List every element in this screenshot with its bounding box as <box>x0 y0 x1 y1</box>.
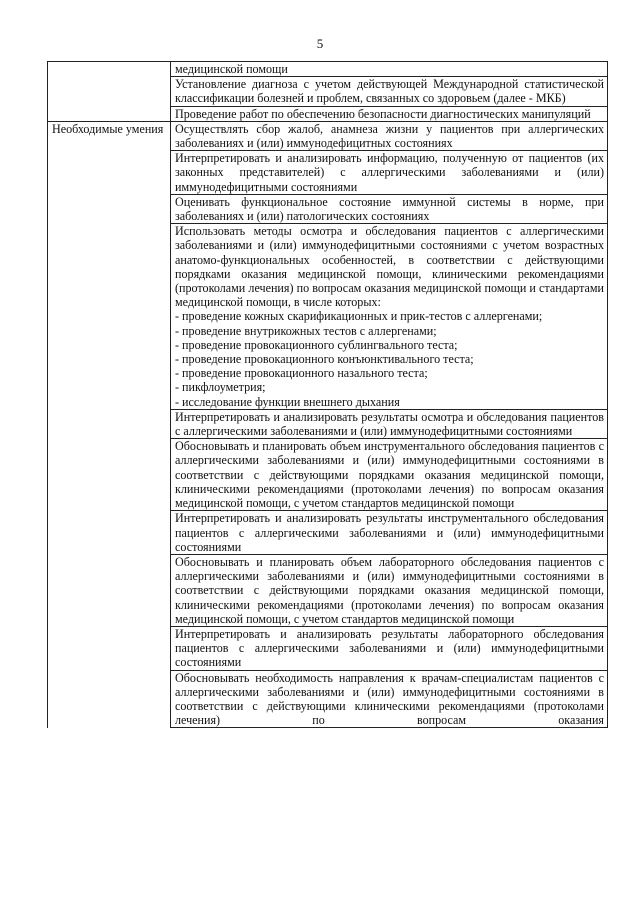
skill-3-item: - проведение провокационного сублингвального теста; <box>175 337 458 352</box>
empty-label-cell <box>48 62 171 77</box>
skill-0: Осуществлять сбор жалоб, анамнеза жизни у пациентов при аллергических заболеваниях и (или) иммунодефицитных состояниях <box>171 121 608 150</box>
table-row <box>48 77 608 106</box>
competency-table <box>47 61 608 728</box>
skill-3 <box>171 224 608 410</box>
page-number: 5 <box>316 36 324 51</box>
skill-3-item: - проведение внутрикожных тестов с аллергенами; <box>175 323 437 338</box>
empty-label-cell <box>48 194 171 223</box>
skill-7: Обосновывать и планировать объем лабораторного обследования пациентов с аллергическими заболеваниями и (или) иммунодефицитными состояниями в соответствии с действующими порядками оказания медицинской помощи, клиническими рекомендациями (протоколами лечения) по вопросам оказания медицинской помощи, с учетом стандартов медицинской помощи <box>171 554 608 626</box>
empty-label-cell <box>48 409 171 438</box>
empty-label-cell <box>48 106 171 121</box>
table-row <box>48 626 608 670</box>
skill-3-intro: Использовать методы осмотра и обследования пациентов с аллергическими заболеваниями и (или) иммунодефицитными состояниями с учетом возрастных анатомо-функциональных особенностей, в соответствии с действующими порядками оказания медицинской помощи, клиническими рекомендациями (протоколами лечения) по вопросам оказания медицинской помощи и стандартами медицинской помощи, в числе которых: <box>175 224 604 310</box>
empty-label-cell <box>48 224 171 410</box>
table-row <box>48 670 608 728</box>
skill-6: Интерпретировать и анализировать результаты инструментального обследования пациентов с аллергическими заболеваниями и (или) иммунодефицитными состояниями <box>171 511 608 555</box>
table-row <box>48 554 608 626</box>
empty-label-cell <box>48 626 171 670</box>
empty-label-cell <box>48 511 171 555</box>
empty-label-cell <box>48 554 171 626</box>
table-row <box>48 409 608 438</box>
skill-5: Обосновывать и планировать объем инструментального обследования пациентов с аллергическими заболеваниями и (или) иммунодефицитными состояниями в соответствии с действующими порядками оказания медицинской помощи, клиническими рекомендациями (протоколами лечения) по вопросам оказания медицинской помощи, с учетом стандартов медицинской помощи <box>171 439 608 511</box>
table-row <box>48 511 608 555</box>
table-row <box>48 106 608 121</box>
prev-row-1: Установление диагноза с учетом действующей Международной статистической классификации болезней и проблем, связанных со здоровьем (далее - МКБ) <box>171 77 608 106</box>
empty-label-cell <box>48 151 171 195</box>
table-row <box>48 194 608 223</box>
skill-3-item: - проведение провокационного назального теста; <box>175 366 428 381</box>
table-row <box>48 224 608 410</box>
skill-9: Обосновывать необходимость направления к врачам-специалистам пациентов с аллергическими заболеваниями и (или) иммунодефицитными состояниями в соответствии с действующими клиническими рекомендациями (протоколами лечения) по вопросам оказания <box>171 670 608 728</box>
skill-3-item: - исследование функции внешнего дыхания <box>175 394 400 409</box>
skill-3-item: - проведение провокационного конъюнктивального теста; <box>175 352 474 367</box>
table-row <box>48 439 608 511</box>
skill-2: Оценивать функциональное состояние иммунной системы в норме, при заболеваниях и (или) патологических состояниях <box>171 194 608 223</box>
skill-1: Интерпретировать и анализировать информацию, полученную от пациентов (их законных представителей) с аллергическими заболеваниями и (или) иммунодефицитными состояниями <box>171 151 608 195</box>
empty-label-cell <box>48 439 171 511</box>
skill-3-item: - проведение кожных скарификационных и прик-тестов с аллергенами; <box>175 309 543 324</box>
section-label: Необходимые умения <box>48 121 171 150</box>
table-row <box>48 151 608 195</box>
prev-row-0: медицинской помощи <box>171 62 608 77</box>
skill-3-item: - пикфлоуметрия; <box>175 380 266 395</box>
empty-label-cell <box>48 77 171 106</box>
skill-8: Интерпретировать и анализировать результаты лабораторного обследования пациентов с аллергическими заболеваниями и (или) иммунодефицитными состояниями <box>171 626 608 670</box>
prev-row-2: Проведение работ по обеспечению безопасности диагностических манипуляций <box>171 106 608 121</box>
table-row <box>48 62 608 77</box>
empty-label-cell <box>48 670 171 728</box>
table-row <box>48 121 608 150</box>
skill-4: Интерпретировать и анализировать результаты осмотра и обследования пациентов с аллергическими заболеваниями и (или) иммунодефицитными состояниями <box>171 409 608 438</box>
